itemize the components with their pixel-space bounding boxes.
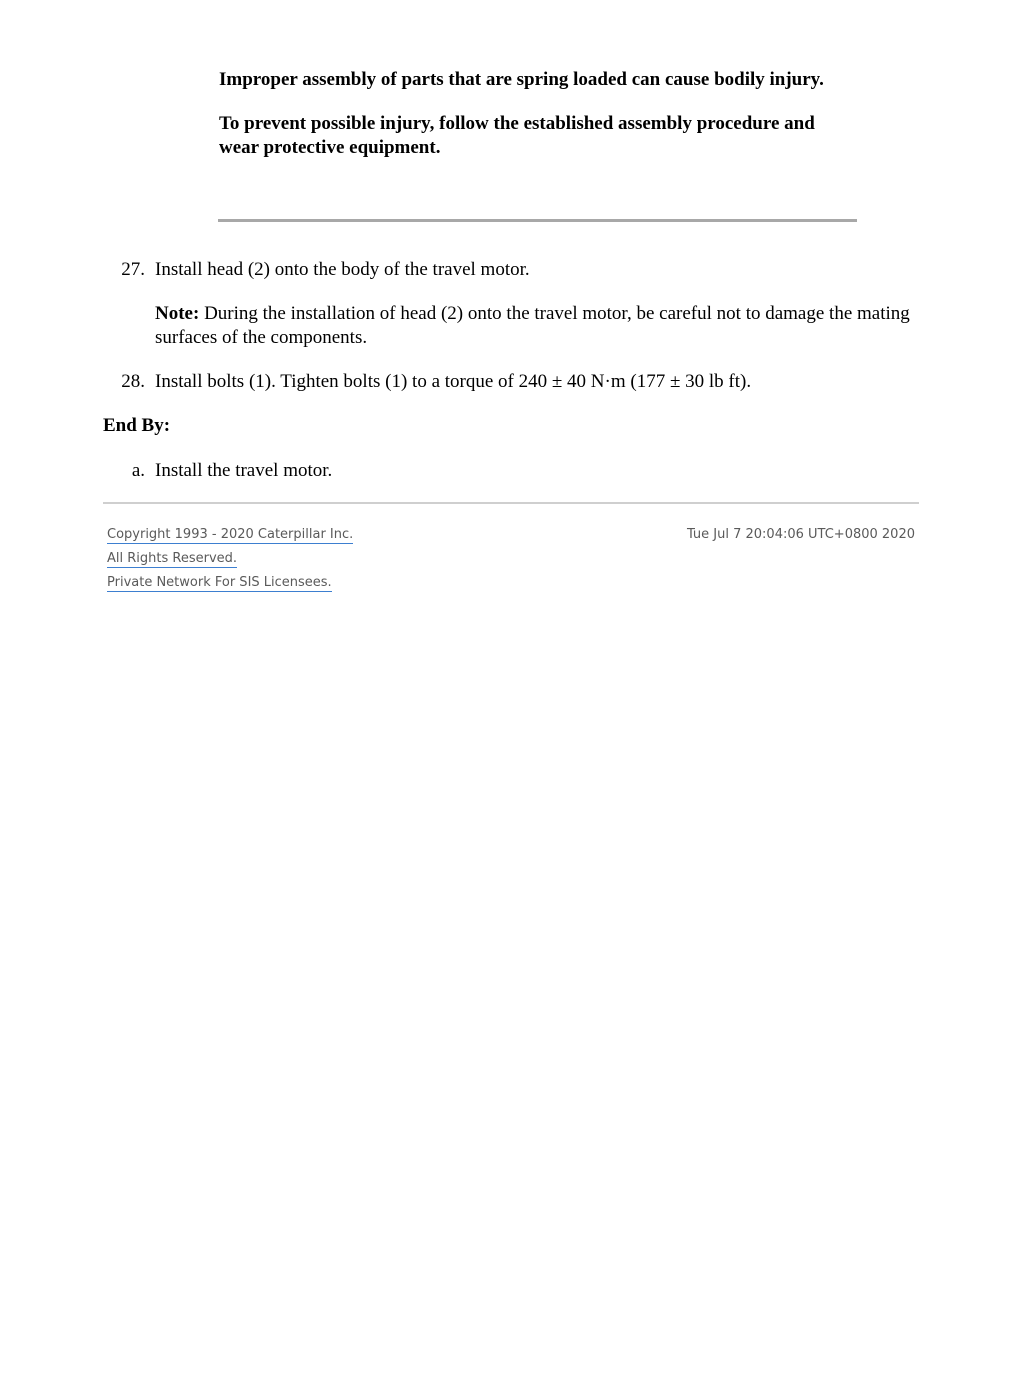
step-text: Install head (2) onto the body of the travel motor. xyxy=(155,259,530,280)
footer-divider xyxy=(103,502,919,504)
end-by-heading: End By: xyxy=(103,415,171,436)
step-text: Install bolts (1). Tighten bolts (1) to a torque of 240 ± 40 N·m (177 ± 30 lb ft). xyxy=(155,371,752,392)
warning-divider xyxy=(218,219,857,222)
footer-timestamp: Tue Jul 7 20:04:06 UTC+0800 2020 xyxy=(686,527,915,542)
step-number: 27. xyxy=(121,259,145,280)
step-number: 28. xyxy=(121,371,145,392)
warning-text-injury: Improper assembly of parts that are spring loaded can cause bodily injury. xyxy=(219,69,824,90)
step-27-note xyxy=(155,302,925,350)
note-text: During the installation of head (2) onto the travel motor, be careful not to damage the mating surfaces of the components. xyxy=(155,303,910,348)
network-link[interactable]: Private Network For SIS Licensees. xyxy=(107,575,332,590)
note-label: Note: xyxy=(155,303,200,324)
copyright-link[interactable]: Copyright 1993 - 2020 Caterpillar Inc. xyxy=(107,527,354,542)
warning-message xyxy=(219,68,859,160)
item-text: Install the travel motor. xyxy=(155,460,333,481)
warning-text-prevention: To prevent possible injury, follow the established assembly procedure and wear protective equipment. xyxy=(219,113,815,158)
item-marker: a. xyxy=(131,460,145,481)
rights-link[interactable]: All Rights Reserved. xyxy=(107,551,238,566)
